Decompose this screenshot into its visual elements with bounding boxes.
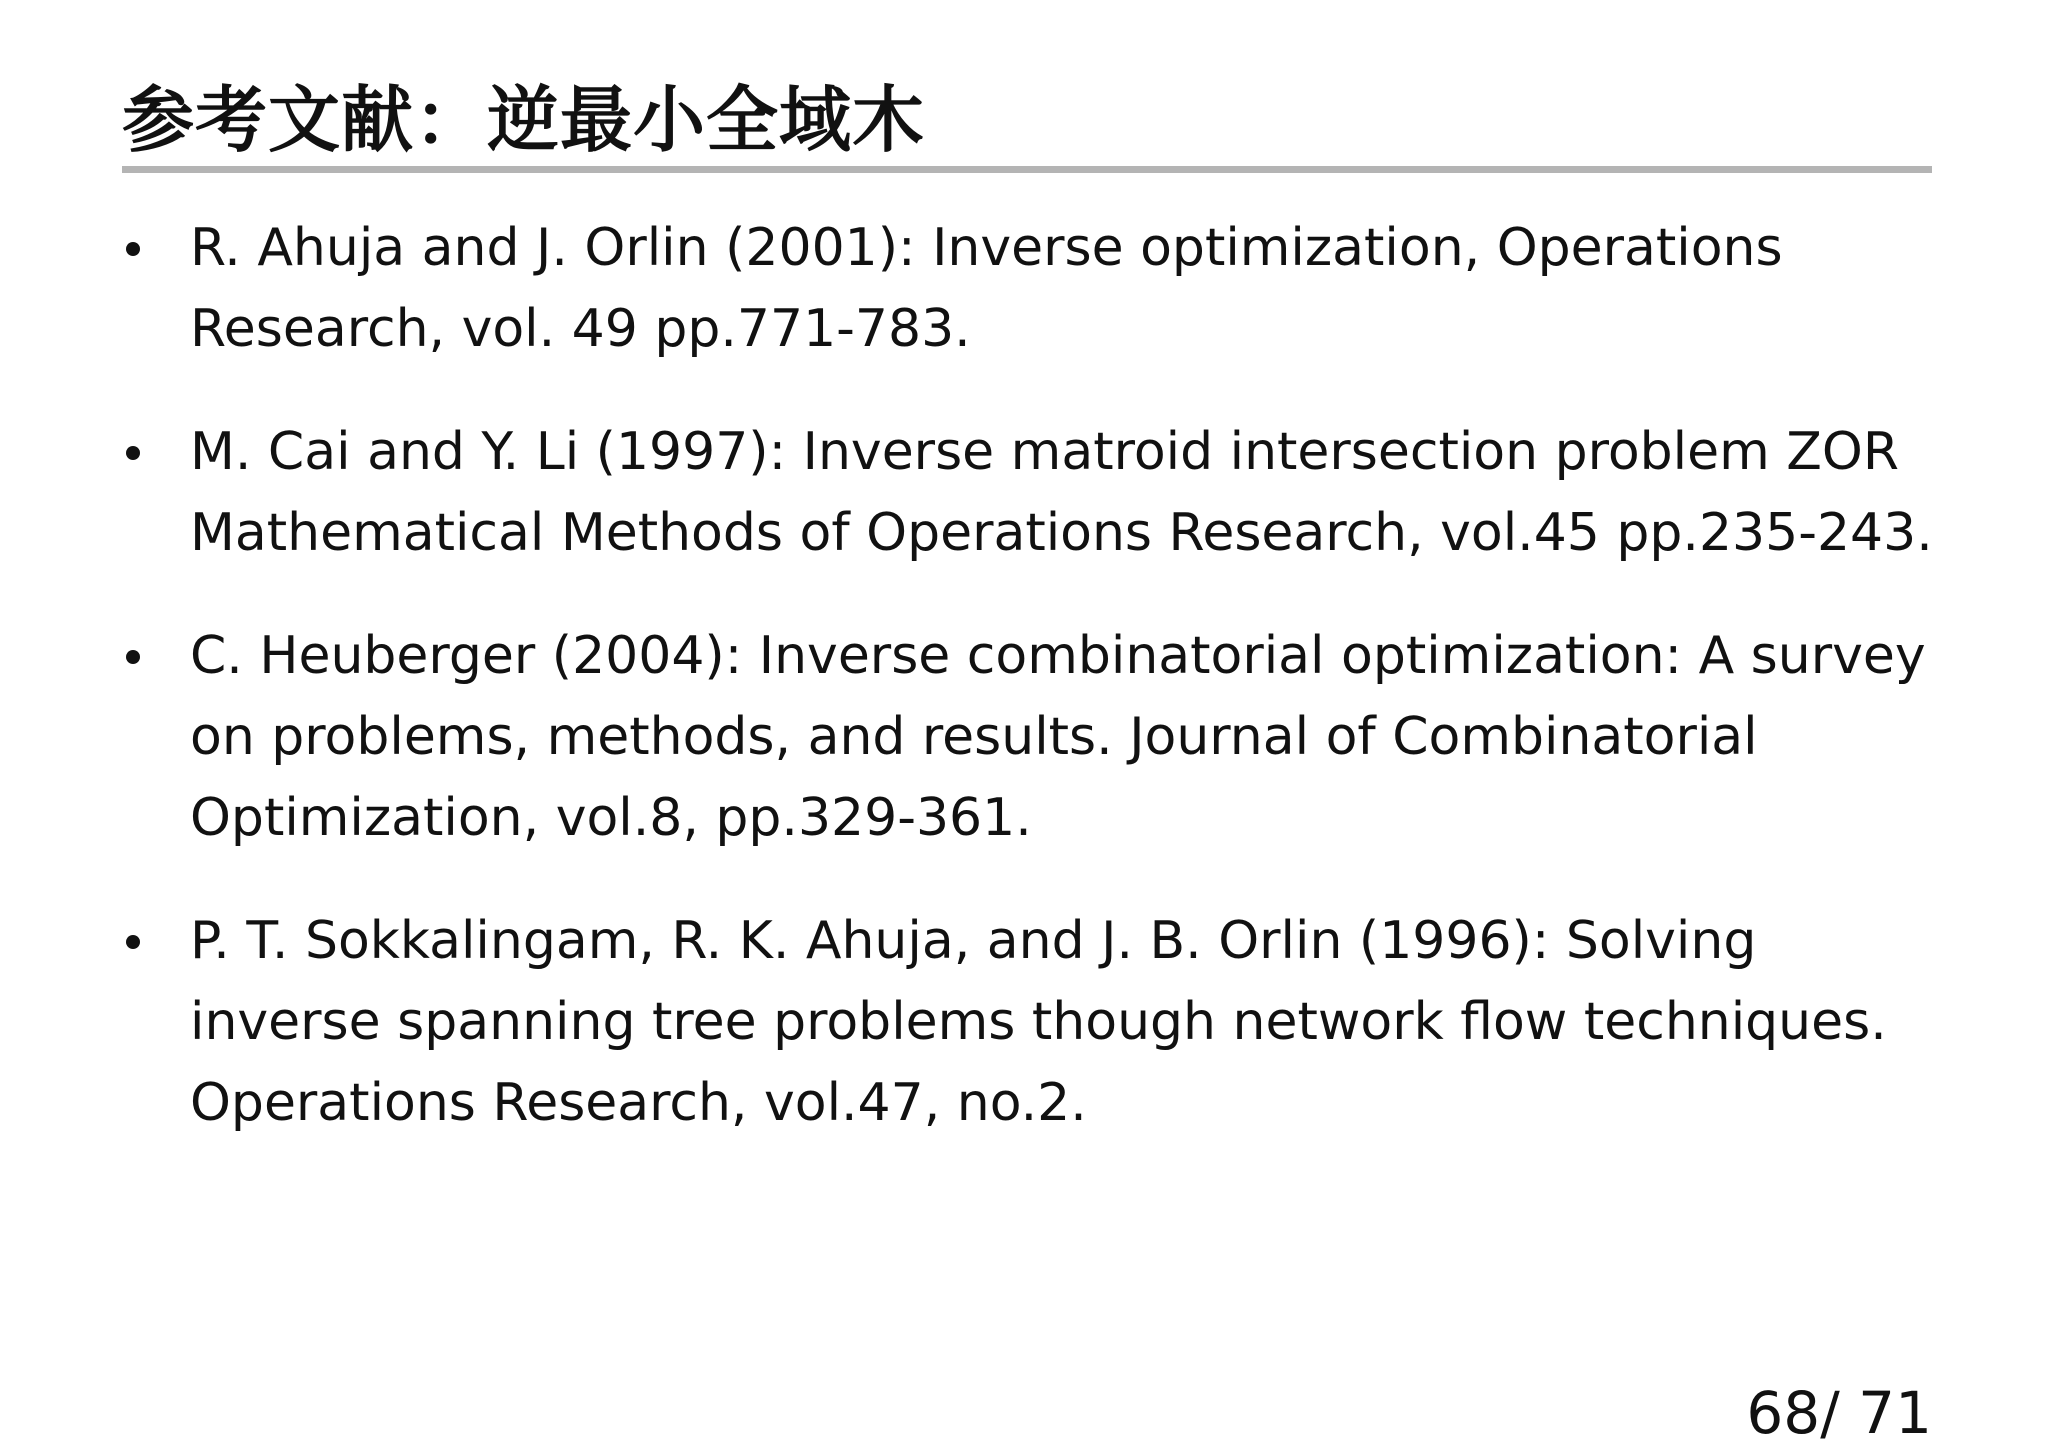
bullet-icon	[126, 242, 140, 256]
reference-line: C. Heuberger (2004): Inverse combinatorial optimization: A survey	[190, 626, 1926, 686]
reference-line: Optimization, vol.8, pp.329-361.	[190, 788, 1032, 848]
reference-line: Operations Research, vol.47, no.2.	[190, 1073, 1087, 1133]
reference-item	[122, 901, 1952, 1144]
reference-line: M. Cai and Y. Li (1997): Inverse matroid intersection problem ZOR	[190, 422, 1899, 482]
reference-line: on problems, methods, and results. Journal of Combinatorial	[190, 707, 1758, 767]
reference-line: P. T. Sokkalingam, R. K. Ahuja, and J. B. Orlin (1996): Solving	[190, 911, 1757, 971]
reference-item	[122, 412, 1952, 574]
reference-item	[122, 616, 1952, 859]
reference-item	[122, 208, 1952, 370]
reference-line: Research, vol. 49 pp.771-783.	[190, 299, 971, 359]
slide-title: 参考文献：逆最小全域木	[122, 78, 926, 162]
title-divider	[122, 166, 1932, 173]
reference-list	[122, 208, 1952, 1186]
reference-line: inverse spanning tree problems though network flow techniques.	[190, 992, 1887, 1052]
bullet-icon	[126, 446, 140, 460]
bullet-icon	[126, 935, 140, 949]
reference-line: Mathematical Methods of Operations Research, vol.45 pp.235-243.	[190, 503, 1933, 563]
reference-line: R. Ahuja and J. Orlin (2001): Inverse optimization, Operations	[190, 218, 1783, 278]
page-number: 68/ 71	[1746, 1379, 1932, 1447]
bullet-icon	[126, 650, 140, 664]
